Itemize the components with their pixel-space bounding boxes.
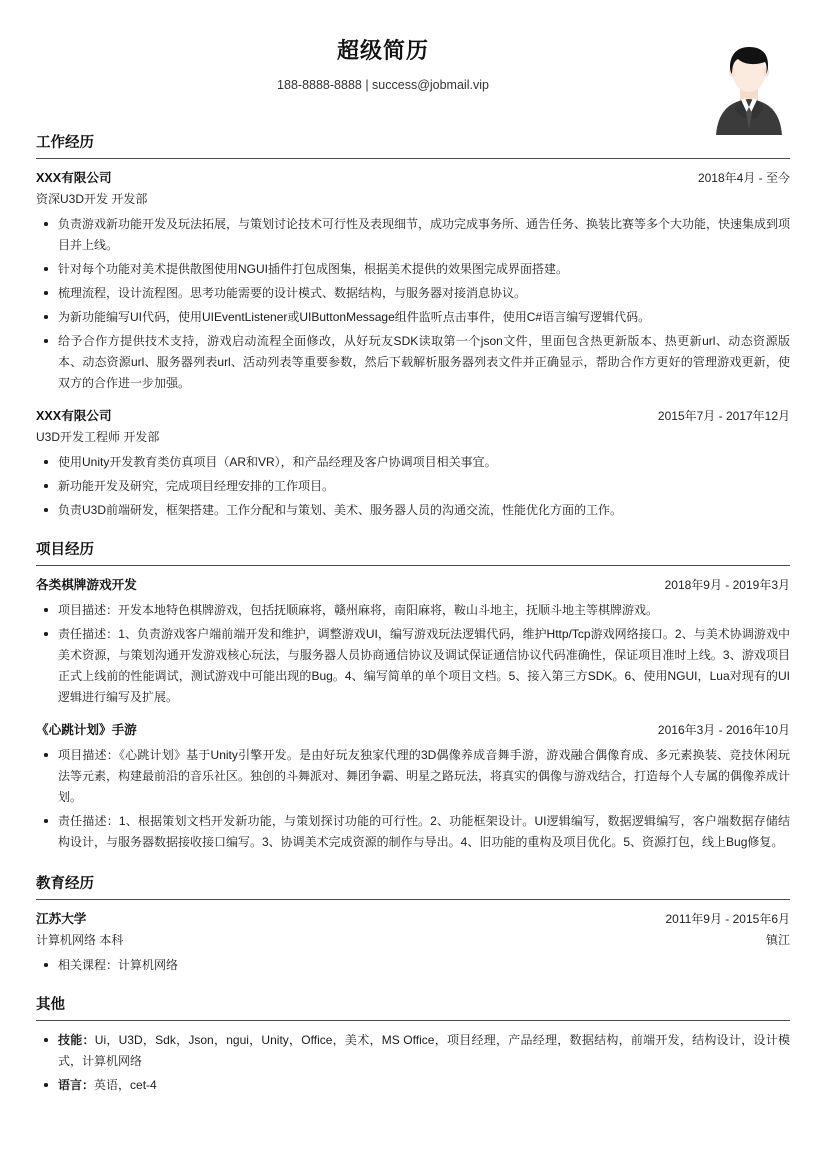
- work-entry: [36, 168, 790, 394]
- section-work-experience: [36, 132, 790, 521]
- major-degree: 计算机网络 本科: [36, 933, 124, 947]
- section-title-work: 工作经历: [36, 135, 94, 151]
- work-entry-heading: [36, 168, 790, 188]
- work-entry-heading: [36, 406, 790, 426]
- page-title: 超级简历: [336, 38, 429, 63]
- section-other: [36, 994, 790, 1096]
- contact-info: 188-8888-8888 | success@jobmail.vip: [277, 78, 489, 92]
- list-item: 使用Unity开发教育类仿真项目（AR和VR），和产品经理及客户协调项目相关事宜。: [36, 452, 790, 473]
- job-title: 资深U3D开发 开发部: [36, 192, 148, 206]
- education-date: 2011年9月 - 2015年6月: [665, 912, 790, 926]
- education-entry-subheading: [36, 930, 790, 950]
- section-divider: [36, 158, 790, 159]
- list-item: 相关课程：计算机网络: [36, 955, 790, 976]
- resume-header: [36, 0, 790, 118]
- section-education: [36, 873, 790, 976]
- list-item: 负责U3D前端研发，框架搭建。工作分配和与策划、美术、服务器人员的沟通交流，性能优化方面的工作。: [36, 500, 790, 521]
- work-entry-subheading: [36, 427, 790, 447]
- project-detail-list: [36, 745, 790, 853]
- project-entry-heading: [36, 720, 790, 740]
- language-value: 英语，cet-4: [94, 1078, 157, 1092]
- list-item: [36, 1075, 790, 1096]
- list-item: 针对每个功能对美术提供散图使用NGUI插件打包成图集，根据美术提供的效果图完成界面搭建。: [36, 259, 790, 280]
- list-item: 负责游戏新功能开发及玩法拓展，与策划讨论技术可行性及表现细节，成功完成事务所、通告任务、换装比赛等多个大功能，快速集成到项目并上线。: [36, 214, 790, 256]
- skills-label: 技能：: [58, 1033, 95, 1047]
- section-divider: [36, 1020, 790, 1021]
- list-item: [36, 1030, 790, 1072]
- section-project-experience: [36, 539, 790, 853]
- list-item: 责任描述：1、负责游戏客户端前端开发和维护，调整游戏UI，编写游戏玩法逻辑代码，维护Http/Tcp游戏网络接口。2、与美术协调游戏中美术资源，与策划沟通开发游戏核心玩法，与服务器人员协商通信协议及调试保证通信协议代码准确性，保证项目准时上线。3、游戏项目正式上线前的性能调试，测试游戏中可能出现的Bug。4、编写简单的单个项目文档。5、接入第三方SDK。6、使用NGUI，Lua对现有的UI逻辑进行编写及扩展。: [36, 624, 790, 708]
- project-name: 各类棋牌游戏开发: [36, 578, 137, 592]
- section-divider: [36, 565, 790, 566]
- list-item: 给予合作方提供技术支持，游戏启动流程全面修改，从好玩友SDK读取第一个json文件，里面包含热更新版本、热更新url、动态资源版本、动态资源url、服务器列表url、活动列表等重要参数，然后下载解析服务器列表文件并正确显示，帮助合作方更好的管理游戏更新，使双方的合作进一步加强。: [36, 331, 790, 394]
- section-title-education: 教育经历: [36, 876, 94, 892]
- project-entry-heading: [36, 575, 790, 595]
- employment-date: 2015年7月 - 2017年12月: [657, 409, 790, 423]
- other-list: [36, 1030, 790, 1096]
- section-title-other: 其他: [36, 997, 65, 1013]
- section-divider: [36, 899, 790, 900]
- list-item: 新功能开发及研究，完成项目经理安排的工作项目。: [36, 476, 790, 497]
- work-entry: [36, 406, 790, 521]
- section-title-project: 项目经历: [36, 542, 94, 558]
- education-entry: [36, 909, 790, 976]
- employment-date: 2018年4月 - 至今: [697, 171, 790, 185]
- project-name: 《心跳计划》手游: [36, 723, 137, 737]
- list-item: 项目描述：开发本地特色棋牌游戏，包括抚顺麻将，赣州麻将，南阳麻将，鞍山斗地主，抚顺斗地主等棋牌游戏。: [36, 600, 790, 621]
- language-label: 语言：: [58, 1078, 95, 1092]
- company-name: XXX有限公司: [36, 171, 112, 185]
- education-detail-list: [36, 955, 790, 976]
- project-detail-list: [36, 600, 790, 708]
- avatar-illustration-icon: [710, 33, 788, 135]
- education-location: 镇江: [765, 933, 790, 947]
- project-entry: [36, 720, 790, 853]
- project-date: 2018年9月 - 2019年3月: [664, 578, 790, 592]
- job-title: U3D开发工程师 开发部: [36, 430, 160, 444]
- work-entry-subheading: [36, 189, 790, 209]
- list-item: 项目描述：《心跳计划》基于Unity引擎开发。是由好玩友独家代理的3D偶像养成音舞手游，游戏融合偶像育成、多元素换装、竞技休闲玩法等元素，构建最前沿的音乐社区。独创的斗舞派对、舞团争霸、明星之路玩法，将真实的偶像与游戏结合，打造每个人专属的偶像养成计划。: [36, 745, 790, 808]
- list-item: 梳理流程，设计流程图。思考功能需要的设计模式、数据结构，与服务器对接消息协议。: [36, 283, 790, 304]
- list-item: 为新功能编写UI代码，使用UIEventListener或UIButtonMessage组件监听点击事件，使用C#语言编写逻辑代码。: [36, 307, 790, 328]
- education-entry-heading: [36, 909, 790, 929]
- list-item: 责任描述：1、根据策划文档开发新功能，与策划探讨功能的可行性。2、功能框架设计。UI逻辑编写，数据逻辑编写，客户端数据存储结构设计，与服务器数据接收接口编写。3、协调美术完成资源的制作与导出。4、旧功能的重构及项目优化。5、资源打包，线上Bug修复。: [36, 811, 790, 853]
- work-responsibility-list: [36, 214, 790, 394]
- work-responsibility-list: [36, 452, 790, 521]
- avatar: [710, 33, 788, 135]
- skills-value: Ui，U3D，Sdk，Json，ngui，Unity，Office，美术，MS Office，项目经理，产品经理，数据结构，前端开发，结构设计，设计模式，计算机网络: [58, 1033, 790, 1068]
- school-name: 江苏大学: [36, 912, 87, 926]
- company-name: XXX有限公司: [36, 409, 112, 423]
- project-entry: [36, 575, 790, 708]
- header-text-block: [36, 36, 790, 94]
- project-date: 2016年3月 - 2016年10月: [657, 723, 790, 737]
